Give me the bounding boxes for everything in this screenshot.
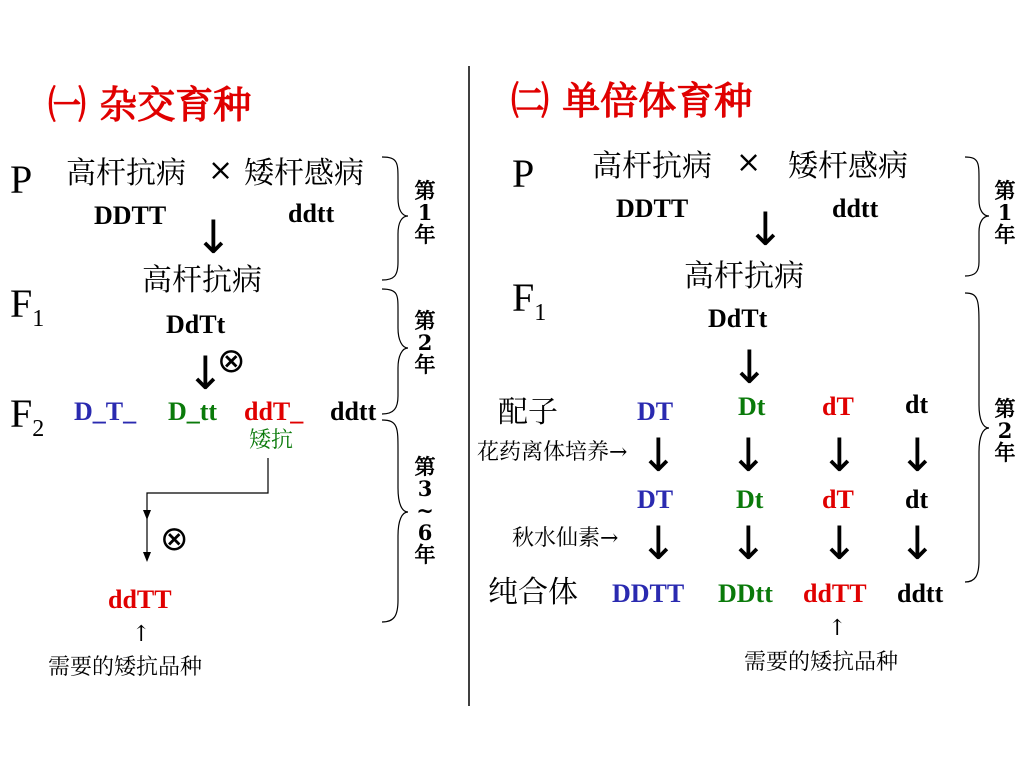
left-p-label: P (10, 157, 33, 202)
left-f1-phenotype: 高杆抗病 (142, 263, 262, 298)
right-year-1: 第 1 年 (994, 178, 1016, 248)
right-arrow-double-2: ↓ (729, 516, 768, 570)
right-arrow-double-1: ↓ (639, 516, 678, 570)
left-up-arrow: ↑ (132, 622, 151, 647)
left-down-arrow-2: ↓ (186, 346, 225, 400)
left-brace-year2 (382, 289, 408, 414)
right-haploid-DT: DT (637, 485, 674, 514)
right-gamete-dt: dt (905, 390, 929, 419)
right-parent2: 矮杆感病 (788, 149, 908, 184)
right-gamete-DT: DT (637, 397, 674, 426)
left-down-arrow-1: ↓ (194, 210, 233, 264)
left-selfing-symbol-2: ⊗ (160, 519, 189, 559)
right-year-2: 第 2 年 (994, 396, 1016, 466)
left-f2-type-D_T_: D_T_ (74, 397, 137, 426)
right-homozygote-DDTT: DDTT (612, 579, 685, 608)
right-brace-year1 (965, 157, 989, 276)
left-brace-year1 (382, 157, 408, 280)
right-haploid-dt: dt (905, 485, 929, 514)
right-arrow-double-3: ↓ (820, 516, 859, 570)
right-p-label: P (512, 151, 535, 196)
right-arrow-haploid-3: ↓ (820, 428, 859, 482)
right-parent1-genotype: DDTT (616, 194, 689, 223)
left-parent2-genotype: ddtt (288, 199, 335, 228)
right-f1-genotype: DdTt (708, 304, 768, 333)
right-arrow-double-4: ↓ (898, 516, 937, 570)
right-f1-phenotype: 高杆抗病 (684, 259, 804, 294)
right-gamete-Dt: Dt (738, 392, 766, 421)
right-down-arrow-1: ↓ (746, 202, 785, 256)
right-need-label: 需要的矮抗品种 (744, 650, 899, 675)
left-brace-year3-6 (382, 420, 408, 622)
right-cross-symbol: × (736, 145, 762, 180)
left-f2-label: $F_2$ (10, 391, 45, 442)
right-parent2-genotype: ddtt (832, 194, 879, 223)
right-up-arrow: ↑ (828, 616, 847, 641)
left-dwarf-resistant-label: 矮抗 (249, 428, 294, 453)
right-arrow-haploid-4: ↓ (898, 428, 937, 482)
right-homozygote-ddtt: ddtt (897, 579, 944, 608)
left-final-genotype: ddTT (108, 585, 172, 614)
right-brace-year2 (965, 293, 989, 582)
left-selfing-symbol-1: ⊗ (217, 341, 246, 381)
left-f1-label: $F_1$ (10, 281, 45, 332)
left-parent1: 高杆抗病 (66, 156, 186, 191)
left-f2-type-ddT_: ddT_ (244, 397, 304, 426)
left-need-label: 需要的矮抗品种 (48, 655, 203, 680)
left-year-2: 第 2 年 (414, 308, 436, 378)
right-arrow-haploid-2: ↓ (729, 428, 768, 482)
left-parent1-genotype: DDTT (94, 201, 167, 230)
left-year-1: 第 1 年 (414, 178, 436, 248)
right-down-arrow-2: ↓ (730, 340, 769, 394)
right-gamete-label: 配子 (498, 395, 558, 430)
right-homozygote-label: 纯合体 (488, 575, 578, 610)
right-homozygote-DDtt: DDtt (718, 579, 773, 608)
left-f2-type-D_tt: D_tt (168, 397, 218, 426)
right-parent1: 高杆抗病 (592, 149, 712, 184)
right-homozygote-ddTT: ddTT (803, 579, 867, 608)
right-haploid-Dt: Dt (736, 485, 764, 514)
right-gamete-dT: dT (822, 392, 854, 421)
right-title: ㈡ 单倍体育种 (511, 78, 753, 123)
left-year-3-6: 第 3 ~ 6 年 (414, 454, 436, 568)
right-arrow-haploid-1: ↓ (639, 428, 678, 482)
right-anther-culture-label: 花药离体培养→ (477, 440, 628, 465)
left-title: ㈠ 杂交育种 (48, 82, 252, 127)
connector-arrowhead-top (143, 510, 151, 520)
left-f1-genotype: DdTt (166, 310, 226, 339)
right-f1-label: $F_1$ (512, 275, 547, 326)
right-haploid-dT: dT (822, 485, 854, 514)
left-f2-type-ddtt: ddtt (330, 397, 377, 426)
right-colchicine-label: 秋水仙素→ (512, 526, 619, 551)
left-parent2: 矮杆感病 (244, 156, 364, 191)
connector-arrowhead (143, 552, 151, 562)
left-cross-symbol: × (208, 153, 234, 188)
